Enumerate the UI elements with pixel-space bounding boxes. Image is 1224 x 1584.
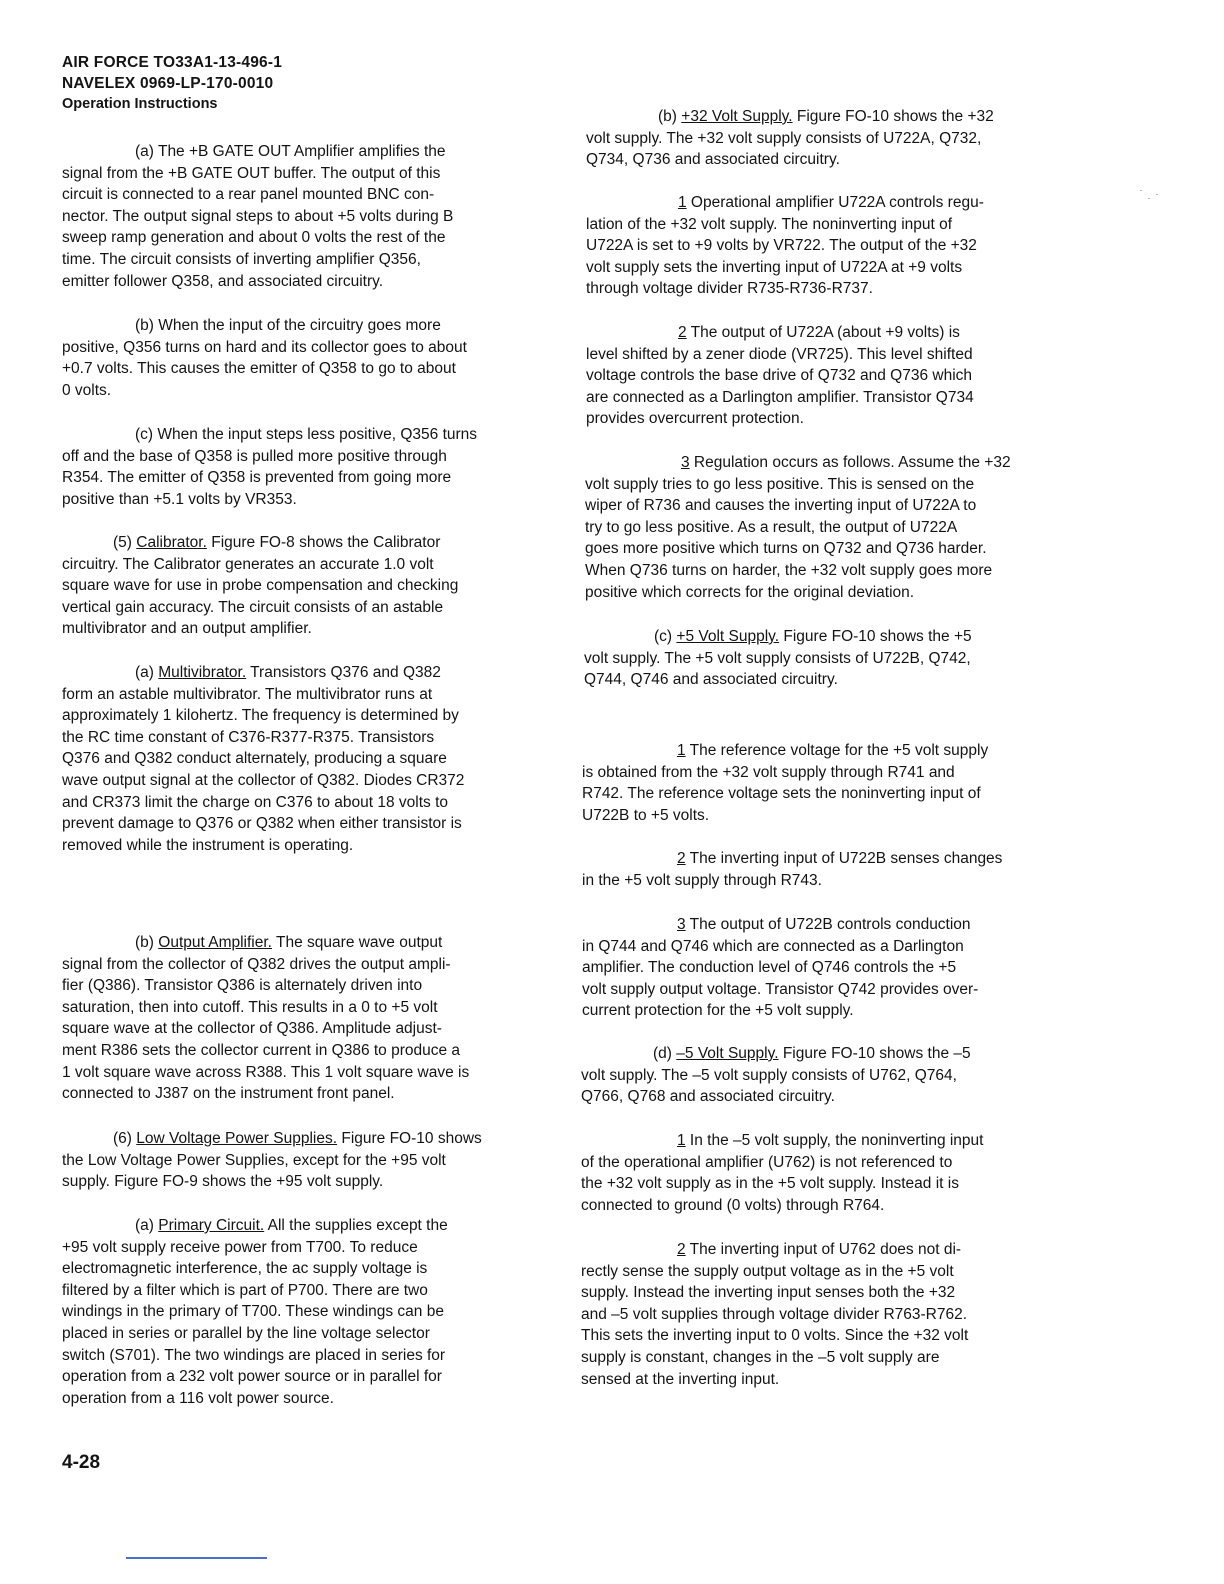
- para-body: The output of U722B controls conduction in Q744 and Q746 which are connected as a Darlington amplifier. The conduction level of Q746 controls the +5 volt supply output voltage. Transistor Q742 provides over- current protection for the +5 volt supply.: [582, 916, 979, 1020]
- header-section-title: Operation Instructions: [62, 96, 218, 112]
- para-label: (d): [653, 1045, 672, 1062]
- para-minus5v-step-2: [581, 1239, 968, 1390]
- 5v-supply-heading: +5 Volt Supply.: [676, 628, 780, 645]
- para-gate-out-b: (b) When the input of the circuitry goes more positive, Q356 turns on hard and its collector goes to about +0.7 volts. This causes the emitter of Q358 to go to about 0 volts.: [62, 317, 467, 399]
- scan-speck: [1148, 198, 1150, 199]
- step-number: 2: [677, 1241, 686, 1258]
- multivibrator-heading: Multivibrator.: [158, 664, 247, 681]
- primary-circuit-heading: Primary Circuit.: [158, 1217, 265, 1234]
- output-amplifier-heading: Output Amplifier.: [158, 934, 272, 951]
- page-number: 4-28: [62, 1452, 101, 1473]
- para-minus5v-supply: [581, 1043, 971, 1108]
- para-label: (a): [135, 664, 154, 681]
- para-body: Figure FO-10 shows the Low Voltage Power Supplies, except for the +95 volt supply. Figure FO-9 shows the +95 volt supply.: [62, 1130, 482, 1191]
- para-body: Operational amplifier U722A controls regu- lation of the +32 volt supply. The noninverting input of U722A is set to +9 volts by VR722. The output of the +32 volt supply sets the inverting input of U722A at +9 volts through voltage divider R735-R736-R737.: [586, 194, 984, 298]
- para-label: (b): [135, 934, 154, 951]
- para-body: All the supplies except the +95 volt supply receive power from T700. To reduce electromagnetic interference, the ac supply voltage is filtered by a filter which is part of P700. There are two windings in the primary of T700. These windings can be placed in series or parallel by the line voltage selector switch (S701). The two windings are placed in series for operation from a 232 volt power source or in parallel for operation from a 116 volt power source.: [62, 1217, 448, 1407]
- para-body: In the –5 volt supply, the noninverting input of the operational amplifier (U762) is not referenced to the +32 volt supply as in the +5 volt supply. Instead it is connected to ground (0 volts) through R764.: [581, 1132, 984, 1214]
- para-label: (c): [654, 628, 673, 645]
- step-number: 3: [677, 916, 686, 933]
- scan-speck: [1140, 190, 1142, 191]
- scan-speck: [1156, 194, 1158, 195]
- para-5v-step-3: [582, 914, 978, 1022]
- para-output-amplifier: [62, 932, 469, 1105]
- para-body: Transistors Q376 and Q382 form an astable multivibrator. The multivibrator runs at approximately 1 kilohertz. The frequency is determined by the RC time constant of C376-R377-R375. Transistors Q376 and Q382 conduct alternately, producing a square wave output signal at the collector of Q382. Diodes CR372 and CR373 limit the charge on C376 to about 18 volts to prevent damage to Q376 or Q382 when either transistor is removed while the instrument is operating.: [62, 664, 465, 854]
- para-label: (6): [113, 1130, 132, 1147]
- para-5v-supply: [584, 626, 972, 691]
- header-navelex: NAVELEX 0969-LP-170-0010: [62, 75, 274, 92]
- para-body: The output of U722A (about +9 volts) is level shifted by a zener diode (VR725). This level shifted voltage controls the base drive of Q732 and Q736 which are connected as a Darlington amplifier. Transistor Q734 provides overcurrent protection.: [586, 324, 974, 428]
- para-body: Figure FO-8 shows the Calibrator circuitry. The Calibrator generates an accurate 1.0 volt square wave for use in probe compensation and checking vertical gain accuracy. The circuit consists of an astable multivibrator and an output amplifier.: [62, 534, 459, 638]
- para-5v-step-1: [582, 740, 988, 826]
- para-gate-out-c: (c) When the input steps less positive, Q356 turns off and the base of Q358 is pulled more positive through R354. The emitter of Q358 is prevented from going more positive than +5.1 volts by VR353.: [62, 426, 478, 508]
- step-number: 3: [681, 454, 690, 471]
- para-32v-step-3: [585, 452, 1011, 603]
- low-voltage-heading: Low Voltage Power Supplies.: [136, 1130, 338, 1147]
- bottom-rule: [126, 1557, 267, 1559]
- calibrator-heading: Calibrator.: [136, 534, 207, 551]
- step-number: 2: [677, 850, 686, 867]
- para-body: Regulation occurs as follows. Assume the +32 volt supply tries to go less positive. This is sensed on the wiper of R736 and causes the inverting input of U722A to try to go less positive. As a result, the output of U722A goes more positive which turns on Q732 and Q736 harder. When Q736 turns on harder, the +32 volt supply goes more positive which corrects for the original deviation.: [585, 454, 1011, 601]
- para-32v-step-1: [586, 192, 984, 300]
- para-body: Figure FO-10 shows the +32 volt supply. The +32 volt supply consists of U722A, Q732, Q734, Q736 and associated circuitry.: [586, 108, 994, 169]
- step-number: 1: [678, 194, 687, 211]
- para-body: The inverting input of U762 does not di- rectly sense the supply output voltage as in the +5 volt supply. Instead the inverting input senses both the +32 and –5 volt supplies through voltage divider R763-R762. This sets the inverting input to 0 volts. Since the +32 volt supply is constant, changes in the –5 volt supply are sensed at the inverting input.: [581, 1241, 969, 1388]
- para-32v-step-2: [586, 322, 974, 430]
- para-body: The inverting input of U722B senses changes in the +5 volt supply through R743.: [582, 850, 1003, 889]
- para-label: (a): [135, 1217, 154, 1234]
- para-label: (5): [113, 534, 132, 551]
- para-label: (b): [658, 108, 677, 125]
- para-body: Figure FO-10 shows the +5 volt supply. The +5 volt supply consists of U722B, Q742, Q744, Q746 and associated circuitry.: [584, 628, 972, 689]
- para-5v-step-2: [582, 848, 1002, 891]
- minus5v-supply-heading: –5 Volt Supply.: [676, 1045, 779, 1062]
- step-number: 1: [677, 1132, 686, 1149]
- para-body: The square wave output signal from the collector of Q382 drives the output ampli- fier (Q386). Transistor Q386 is alternately driven into saturation, then into cutoff. This results in a 0 to +5 volt square wave at the collector of Q386. Amplitude adjust- ment R386 sets the collector current in Q386 to produce a 1 volt square wave across R388. This 1 volt square wave is connected to J387 on the instrument front panel.: [62, 934, 470, 1103]
- para-body: The reference voltage for the +5 volt supply is obtained from the +32 volt supply through R741 and R742. The reference voltage sets the noninverting input of U722B to +5 volts.: [582, 742, 989, 824]
- step-number: 1: [677, 742, 686, 759]
- para-low-voltage-supplies: [62, 1128, 482, 1193]
- para-calibrator: [62, 532, 458, 640]
- step-number: 2: [678, 324, 687, 341]
- para-primary-circuit: [62, 1215, 448, 1409]
- para-32v-supply: [586, 106, 994, 171]
- header-air-force-to: AIR FORCE TO33A1-13-496-1: [62, 54, 283, 71]
- para-gate-out-a: (a) The +B GATE OUT Amplifier amplifies the signal from the +B GATE OUT buffer. The output of this circuit is connected to a rear panel mounted BNC con- nector. The output signal steps to about +5 volts during B sweep ramp generation and about 0 volts the rest of the time. The circuit consists of inverting amplifier Q356, emitter follower Q358, and associated circuitry.: [62, 143, 454, 290]
- 32v-supply-heading: +32 Volt Supply.: [681, 108, 793, 125]
- para-body: Figure FO-10 shows the –5 volt supply. The –5 volt supply consists of U762, Q764, Q766, Q768 and associated circuitry.: [581, 1045, 971, 1106]
- document-header: [62, 52, 282, 115]
- para-minus5v-step-1: [581, 1130, 983, 1216]
- para-multivibrator: [62, 662, 464, 856]
